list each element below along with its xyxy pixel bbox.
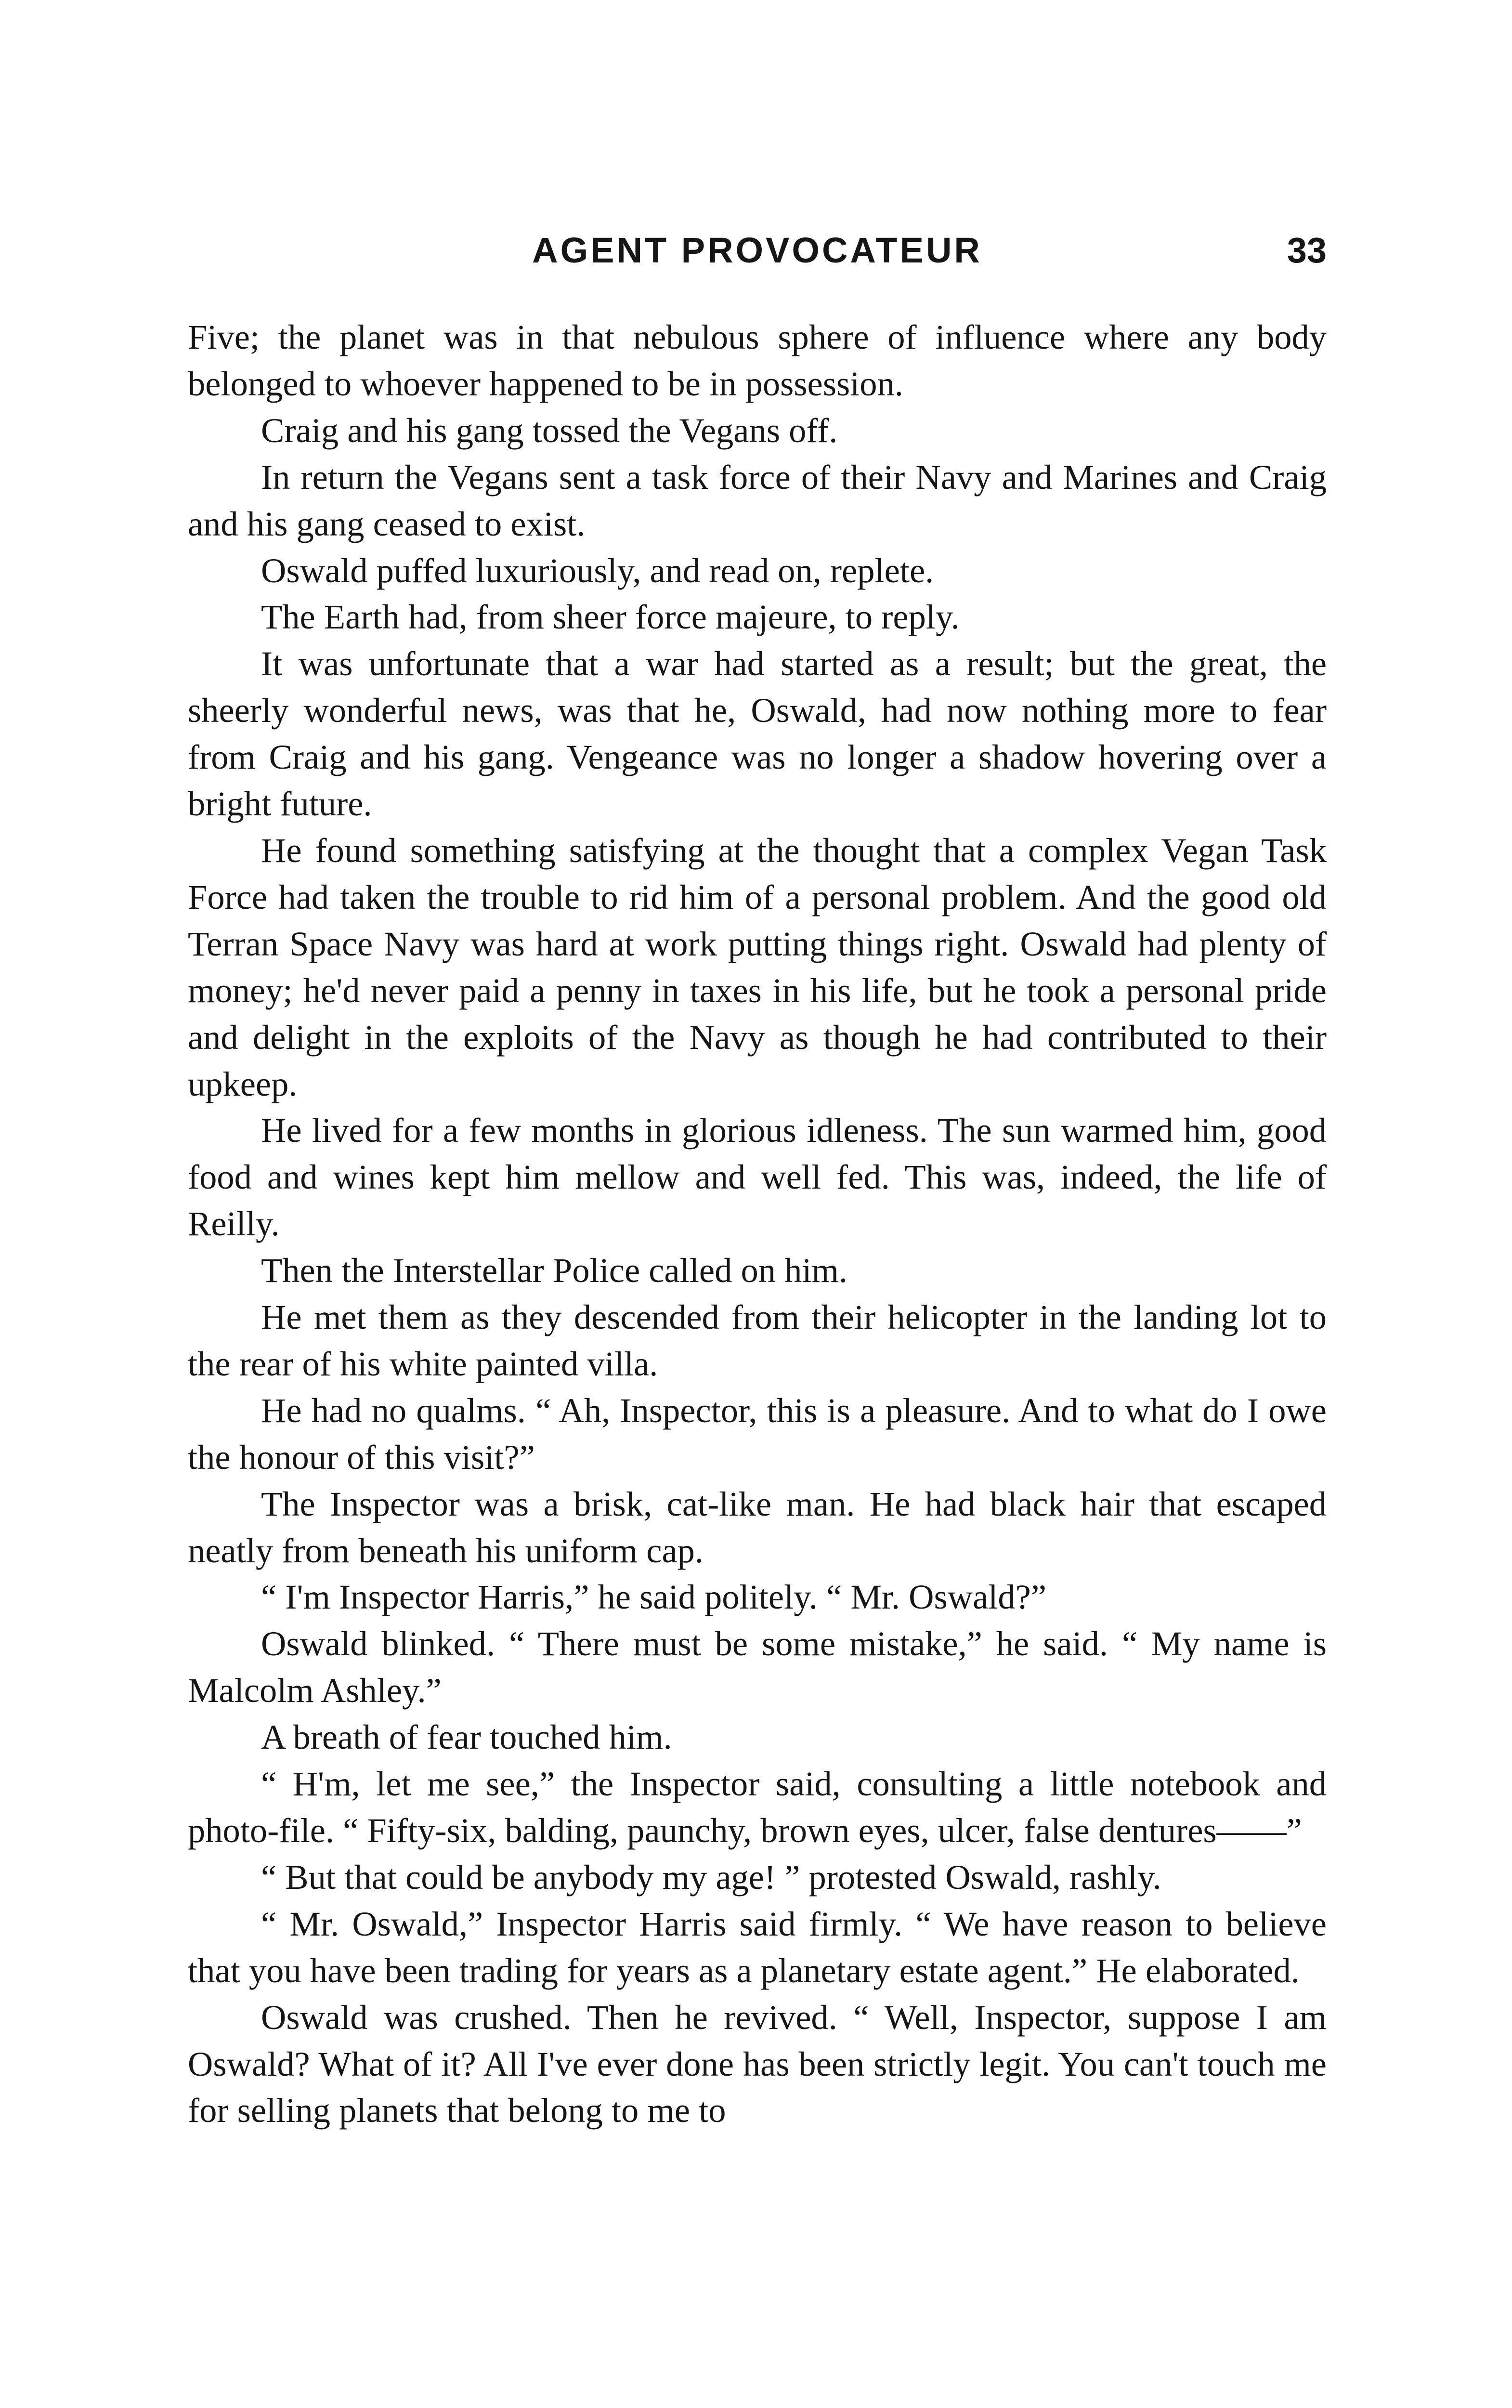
paragraph: Then the Interstellar Police called on him.	[261, 1251, 847, 1290]
paragraph: He met them as they descended from their helicopter in the landing lot to the rear of his white painted villa.	[188, 1297, 1327, 1383]
running-title: AGENT PROVOCATEUR	[532, 230, 982, 270]
paragraph: Oswald was crushed. Then he revived. “ Well, Inspector, suppose I am Oswald? What of it? All I've ever done has been strictly legit. You can't touch me for selling planets that belong to me to	[188, 1997, 1327, 2130]
paragraph: The Earth had, from sheer force majeure, to reply.	[261, 597, 960, 637]
paragraph: “ Mr. Oswald,” Inspector Harris said firmly. “ We have reason to believe that you have been trading for years as a planetary estate agent.” He elaborated.	[188, 1904, 1327, 1990]
paragraph: He found something satisfying at the thought that a complex Vegan Task Force had taken the trouble to rid him of a personal problem. And the good old Terran Space Navy was hard at work putting things right. Oswald had plenty of money; he'd never paid a penny in taxes in his life, but he took a personal pride and delight in the exploits of the Navy as though he had contributed to their upkeep.	[188, 830, 1327, 1103]
paragraph: Craig and his gang tossed the Vegans off.	[261, 410, 838, 450]
page-header	[188, 222, 1327, 279]
page-number: 33	[1287, 230, 1327, 270]
paragraph: In return the Vegans sent a task force of their Navy and Marines and Craig and his gang ceased to exist.	[188, 457, 1327, 543]
body-text	[188, 314, 1327, 2134]
paragraph: It was unfortunate that a war had started as a result; but the great, the sheerly wonderful news, was that he, Oswald, had now nothing more to fear from Craig and his gang. Vengeance was no longer a shadow hovering over a bright future.	[188, 644, 1327, 824]
paragraph: Five; the planet was in that nebulous sphere of influence where any body belonged to whoever happened to be in possession.	[188, 317, 1327, 403]
paragraph: A breath of fear touched him.	[261, 1717, 672, 1757]
paragraph: “ I'm Inspector Harris,” he said politely. “ Mr. Oswald?”	[261, 1577, 1047, 1617]
paragraph: The Inspector was a brisk, cat-like man. He had black hair that escaped neatly from beneath his uniform cap.	[188, 1484, 1327, 1570]
paragraph: Oswald blinked. “ There must be some mistake,” he said. “ My name is Malcolm Ashley.”	[188, 1624, 1327, 1710]
paragraph: “ H'm, let me see,” the Inspector said, consulting a little notebook and photo-file. “ Fifty-six, balding, paunchy, brown eyes, ulcer, false dentures——”	[188, 1764, 1327, 1850]
paragraph: He lived for a few months in glorious idleness. The sun warmed him, good food and wines kept him mellow and well fed. This was, indeed, the life of Reilly.	[188, 1111, 1327, 1243]
paragraph: “ But that could be anybody my age! ” protested Oswald, rashly.	[261, 1857, 1161, 1897]
paragraph: Oswald puffed luxuriously, and read on, replete.	[261, 550, 934, 590]
paragraph: He had no qualms. “ Ah, Inspector, this is a pleasure. And to what do I owe the honour of this visit?”	[188, 1390, 1327, 1477]
